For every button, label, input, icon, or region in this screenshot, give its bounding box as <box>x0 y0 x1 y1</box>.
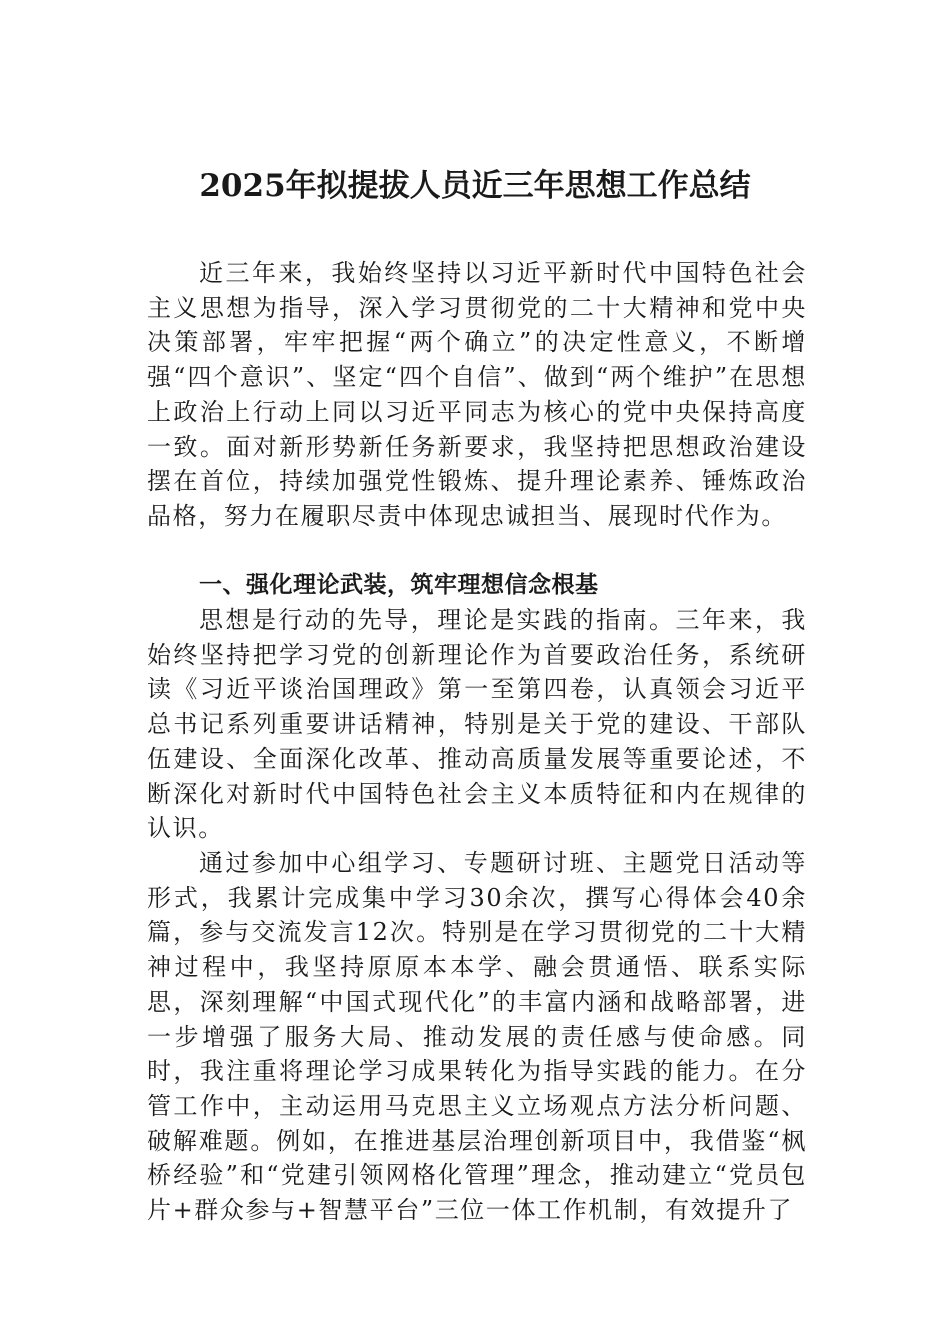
section-heading-1: 一、强化理论武装，筑牢理想信念根基 <box>199 572 599 598</box>
intro-paragraph: 近三年来，我始终坚持以习近平新时代中国特色社会主义思想为指导，深入学习贯彻党的二十大精神和党中央决策部署，牢牢把握“两个确立”的决定性意义，不断增强“四个意识”、坚定“四个自信”、做到“两个维护”在思想上政治上行动上同以习近平同志为核心的党中央保持高度一致。面对新形势新任务新要求，我坚持把思想政治建设摆在首位，持续加强党性锻炼、提升理论素养、锤炼政治品格，努力在履职尽责中体现忠诚担当、展现时代作为。 <box>147 259 807 530</box>
section1-paragraph-1: 思想是行动的先导，理论是实践的指南。三年来，我始终坚持把学习党的创新理论作为首要政治任务，系统研读《习近平谈治国理政》第一至第四卷，认真领会习近平总书记系列重要讲话精神，特别是关于党的建设、干部队伍建设、全面深化改革、推动高质量发展等重要论述，不断深化对新时代中国特色社会主义本质特征和内在规律的认识。 <box>147 606 807 843</box>
section1-paragraph-2: 通过参加中心组学习、专题研讨班、主题党日活动等形式，我累计完成集中学习30余次，撰写心得体会40余篇，参与交流发言12次。特别是在学习贯彻党的二十大精神过程中，我坚持原原本本学、融会贯通悟、联系实际思，深刻理解“中国式现代化”的丰富内涵和战略部署，进一步增强了服务大局、推动发展的责任感与使命感。同时，我注重将理论学习成果转化为指导实践的能力。在分管工作中，主动运用马克思主义立场观点方法分析问题、破解难题。例如，在推进基层治理创新项目中，我借鉴“枫桥经验”和“党建引领网格化管理”理念，推动建立“党员包片+群众参与+智慧平台”三位一体工作机制，有效提升了 <box>147 849 807 1225</box>
document-title: 2025年拟提拔人员近三年思想工作总结 <box>199 168 751 204</box>
